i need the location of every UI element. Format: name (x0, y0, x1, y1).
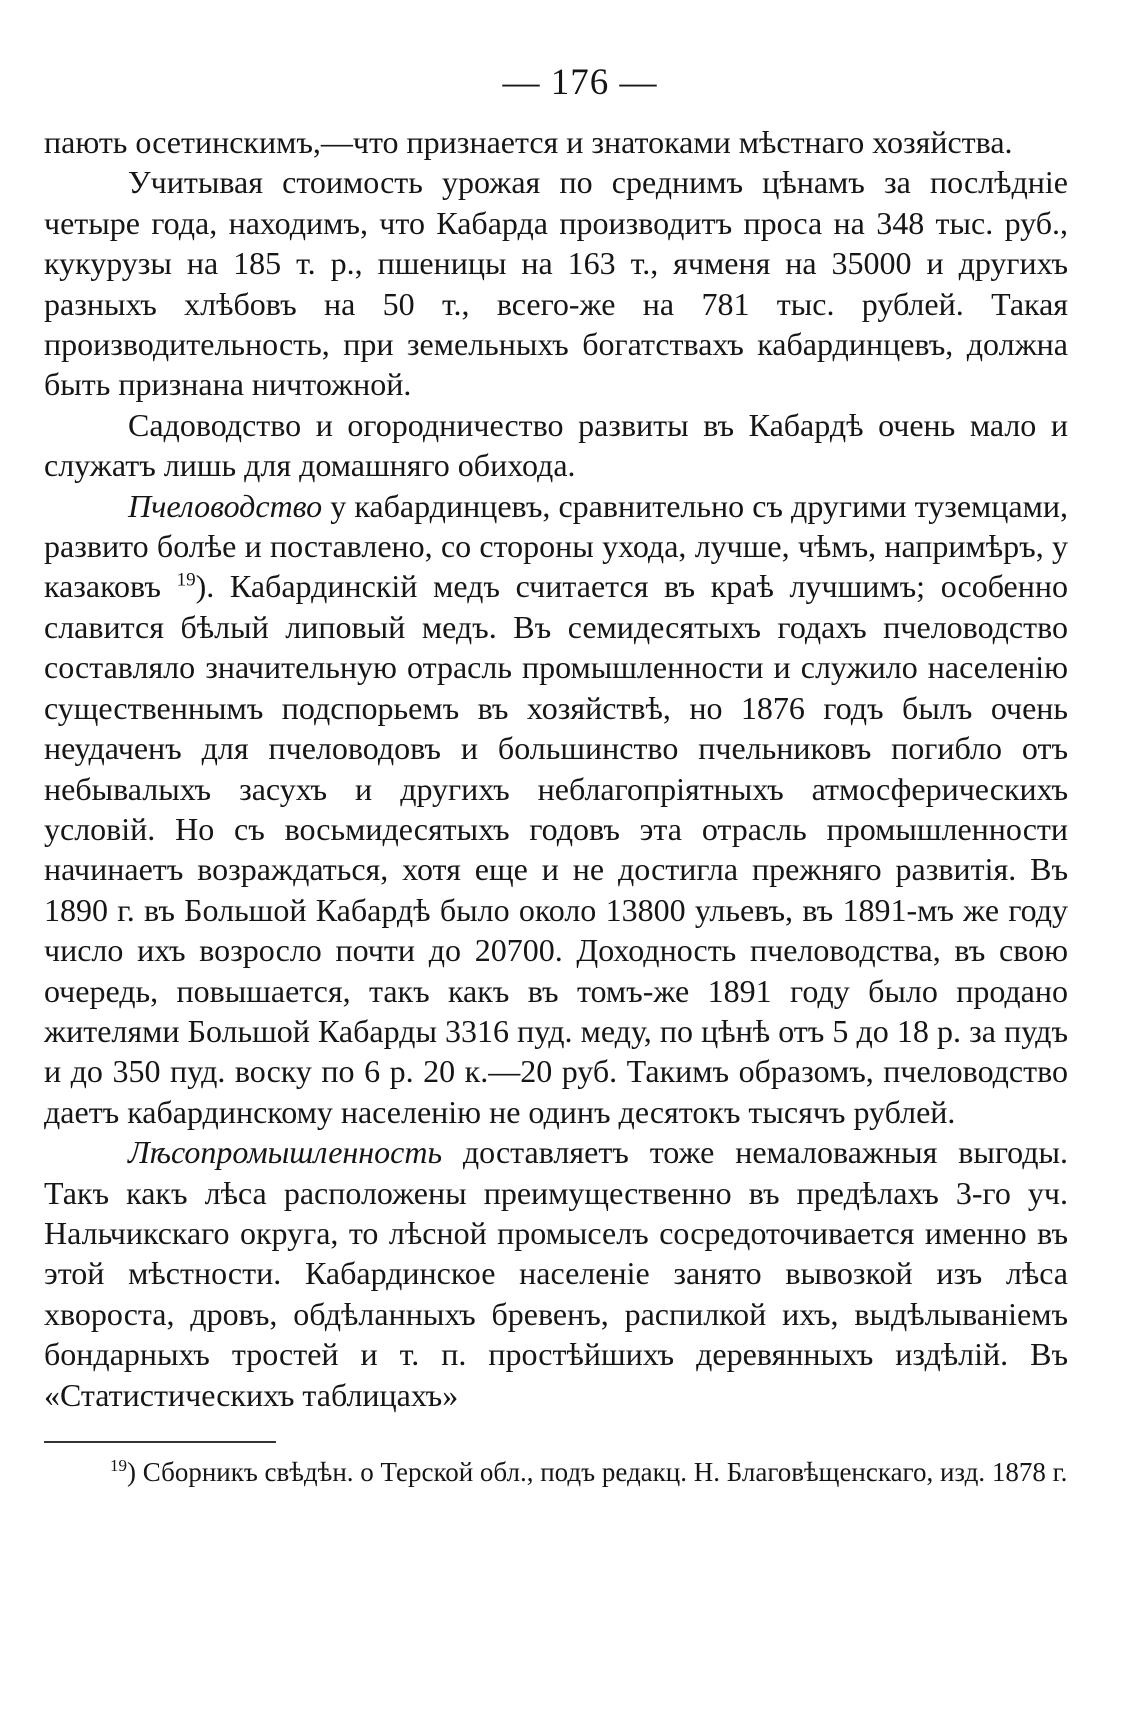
footnote-text: ) Сборникъ свѣдѣн. о Терской обл., подъ редакц. Н. Благовѣщенскаго, изд. 1878 г. (127, 1457, 1068, 1487)
paragraph-crop-yield: Учитывая стоимость урожая по среднимъ цѣнамъ за послѣдніе четыре года, находимъ, что Кабарда производитъ проса на 348 тыс. руб., кукурузы на 185 т. р., пшеницы на 163 т., ячменя на 35000 и другихъ разныхъ хлѣбовъ на 50 т., всего-же на 781 тыс. рублей. Такая производительность, при земельныхъ богатствахъ кабардинцевъ, должна быть признана ничтожной. (44, 164, 1068, 403)
body-text (44, 122, 1068, 1415)
beekeeping-heading: Пчеловодство (128, 487, 323, 524)
forestry-text: доставляетъ тоже немаловажныя выгоды. Такъ какъ лѣса расположены преимущественно въ предѣлахъ 3-го уч. Нальчикскаго округа, то лѣсной промыселъ сосредоточивается именно въ этой мѣстности. Кабардинское населеніе занято вывозкой изъ лѣса хвороста, дровъ, обдѣланныхъ бревенъ, распилкой ихъ, выдѣлываніемъ бондарныхъ тростей и т. п. простѣйшихъ деревянныхъ издѣлій. Въ «Статистическихъ таблицахъ» (44, 1134, 1068, 1413)
beekeeping-text-start: у кабардинцевъ, сравнительно съ другими туземцами, развито болѣе и поставлено, со стороны ухода, лучше, чѣмъ, напримѣръ, у казаковъ (44, 487, 1068, 605)
footnote-divider (44, 1441, 276, 1443)
page-number: — 176 — (502, 62, 658, 103)
paragraph-continuation: пають осетинскимъ,—что признается и знатоками мѣстнаго хозяйства. (44, 124, 1013, 160)
paragraph-forestry (44, 1132, 1068, 1415)
forestry-heading: Лѣсопромышленность (128, 1134, 443, 1171)
footnote (44, 1453, 1068, 1491)
footnote-reference: 19 (176, 569, 196, 591)
beekeeping-text-end: ). Кабардинскій медъ считается въ краѣ лучшимъ; особенно славится бѣлый липовый медъ. Въ семидесятыхъ годахъ пчеловодство составляло значительную отрасль промышленности и служило населенію существеннымъ подспорьемъ въ хозяйствѣ, но 1876 годъ былъ очень неудаченъ для пчеловодовъ и большинство пчельниковъ погибло отъ небывалыхъ засухъ и другихъ неблагопріятныхъ атмосферическихъ условій. Но съ восьмидесятыхъ годовъ эта отрасль промышленности начинаетъ возраждаться, хотя еще и не достигла прежняго развитія. Въ 1890 г. въ Большой Кабардѣ было около 13800 ульевъ, въ 1891-мъ же году число ихъ возросло почти до 20700. Доходность пчеловодства, въ свою очередь, повышается, такъ какъ въ томъ-же 1891 году было продано жителями Большой Кабарды 3316 пуд. меду, по цѣнѣ отъ 5 до 18 р. за пудъ и до 350 пуд. воску по 6 р. 20 к.—20 руб. Такимъ образомъ, пчеловодство даетъ кабардинскому населенію не одинъ десятокъ тысячъ рублей. (44, 568, 1069, 1130)
paragraph-gardening: Садоводство и огородничество развиты въ Кабардѣ очень мало и служатъ лишь для домашняго обихода. (44, 406, 1068, 484)
footnote-mark: 19 (110, 1456, 127, 1475)
paragraph-beekeeping (44, 486, 1068, 1133)
